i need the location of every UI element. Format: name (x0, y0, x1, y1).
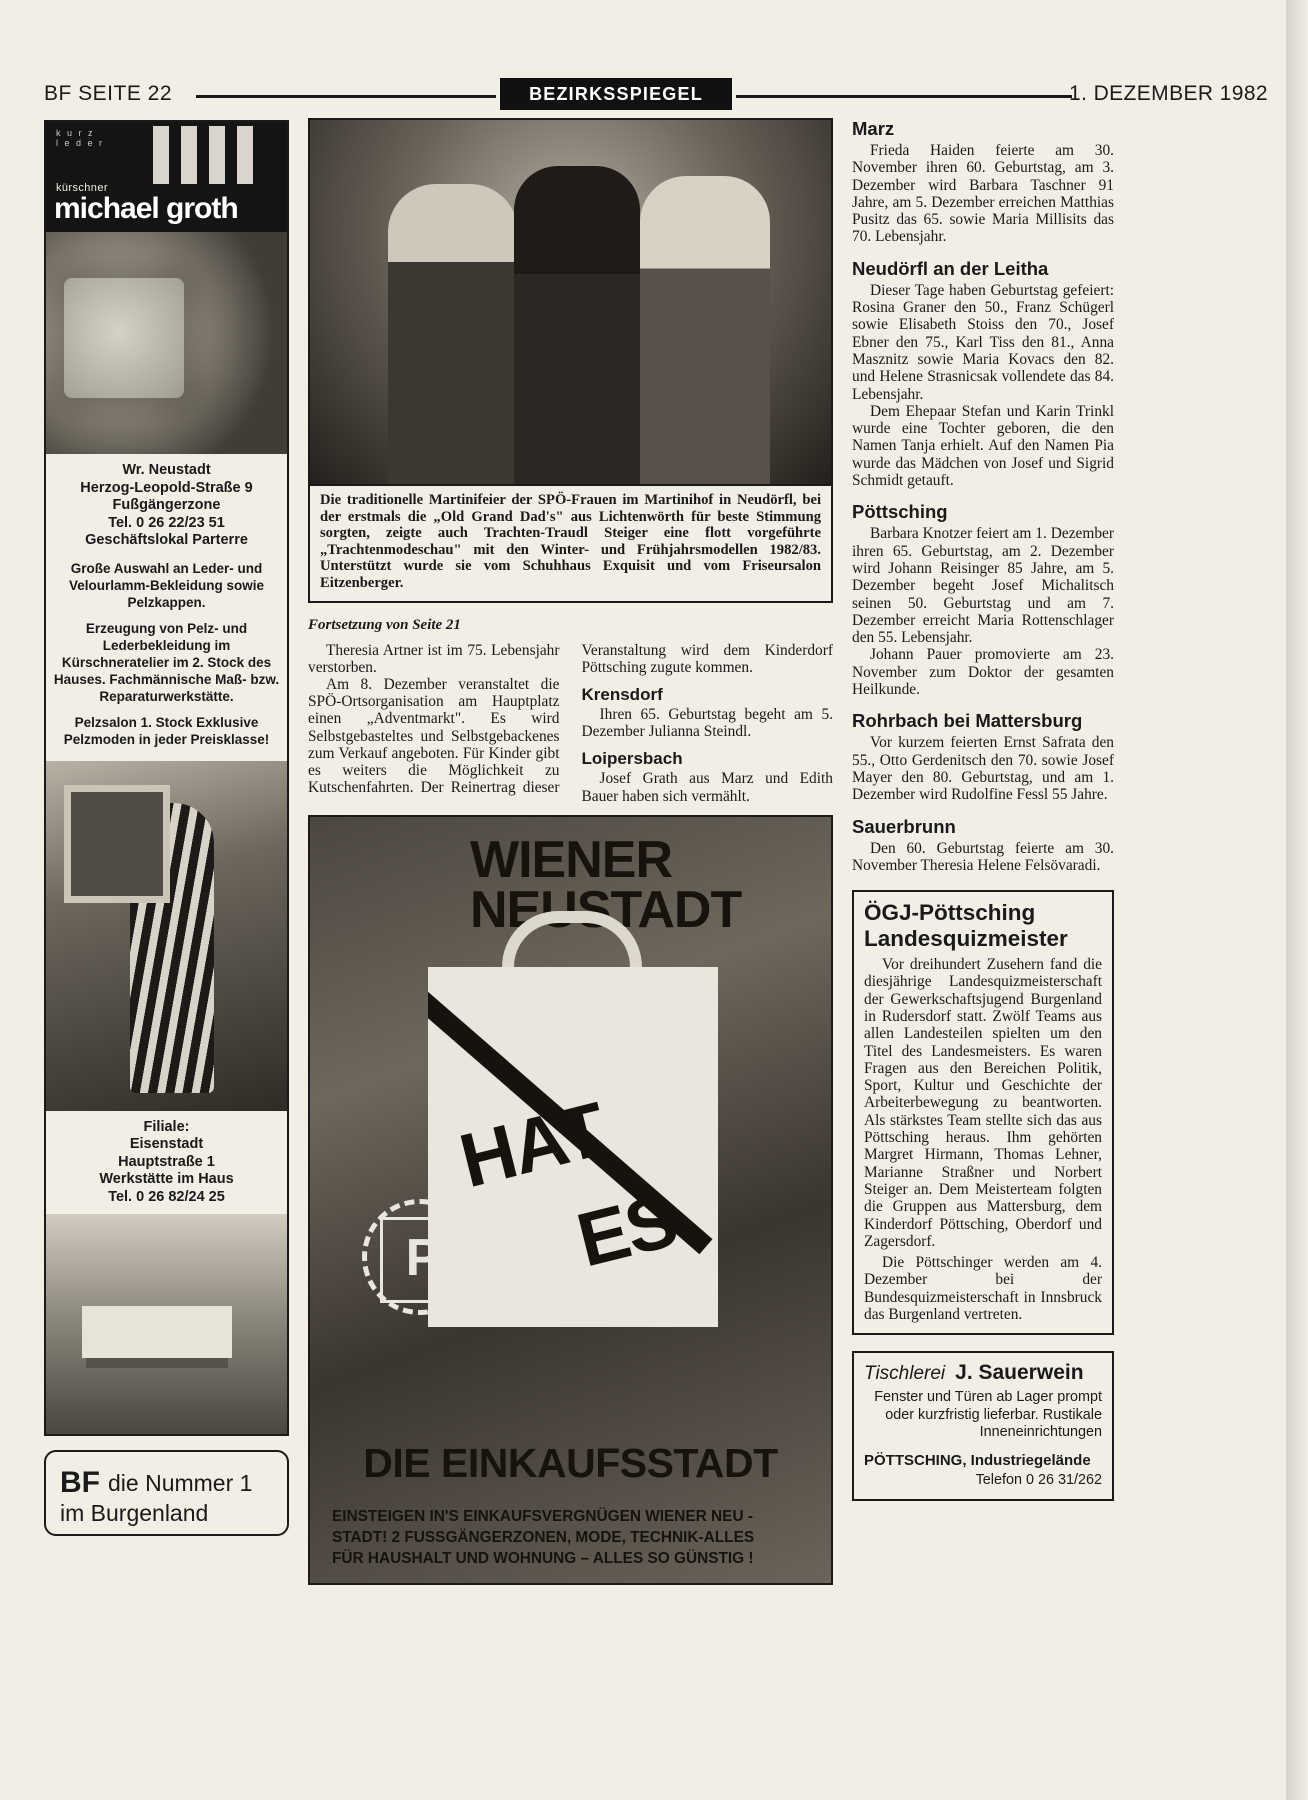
text-poettsching-2: Johann Pauer promovierte am 23. November zum Doktor der gesamten Heilkunde. (852, 646, 1114, 699)
bf-promo-box (44, 1450, 289, 1536)
masthead-title: BEZIRKSSPIEGEL (529, 84, 703, 104)
bf-logo: BF (60, 1466, 100, 1499)
parking-icon: P (380, 1217, 466, 1303)
filiale-4: Tel. 0 26 82/24 25 (108, 1188, 225, 1205)
tischlerei-phone: Telefon 0 26 31/262 (975, 1471, 1102, 1488)
groth-kuerschner: kürschner (56, 182, 108, 194)
right-column (852, 118, 1114, 1501)
groth-addr-4: Geschäftslokal Parterre (85, 532, 248, 548)
groth-shop-photo (46, 232, 287, 454)
groth-address-block (46, 454, 287, 761)
wn-body-lines (332, 1506, 814, 1569)
text-neudoerfl-1: Dieser Tage haben Geburtstag gefeiert: Rosina Graner den 50., Franz Schügerl sowie Elisabeth Stoiss den 70., Josef Ebner den 75., Karl Tiss den 81., Anna Masznitz sowie Maria Kovacs den 82. und Helene Strasnicsak vollendete das 84. Lebensjahr. (852, 281, 1114, 403)
filiale-2: Hauptstraße 1 (118, 1153, 215, 1170)
heading-loipersbach: Loipersbach (581, 749, 683, 769)
martinifeier-photo (308, 118, 833, 486)
bf-promo-line2: im Burgenland (60, 1500, 209, 1526)
groth-addr-3: Tel. 0 26 22/23 51 (108, 514, 225, 531)
ogj-title-line1: ÖGJ-Pöttsching (864, 900, 1036, 926)
ogj-paragraph-2: Die Pöttschinger werden am 4. Dezember bei der Bundesquizmeisterschaft in Innsbruck das Burgenland vertreten. (864, 1254, 1102, 1324)
wn-title-line1: WIENER (470, 830, 672, 889)
groth-para-1: Große Auswahl an Leder- und Velourlamm-Bekleidung sowie Pelzkappen. (68, 560, 265, 610)
left-column (44, 120, 289, 1536)
tischlerei-name: J. Sauerwein (955, 1361, 1084, 1385)
tischlerei-place: PÖTTSCHING, Industriegelände (864, 1451, 1091, 1469)
heading-poettsching: Pöttsching (852, 501, 948, 523)
masthead-rule-left (196, 95, 496, 98)
wn-es-text: ES (569, 1177, 685, 1284)
groth-addr-0: Wr. Neustadt (122, 462, 211, 478)
groth-addr-2: Fußgängerzone (112, 497, 221, 513)
text-marz: Frieda Haiden feierte am 30. November ihren 60. Geburtstag, am 3. Dezember wird Barbara Taschner 91 Jahre, am 5. Dezember erreichen Matthias Pusitz das 65. sowie Maria Millisits das 70. Lebensjahr. (852, 142, 1114, 246)
text-neudoerfl-2: Dem Ehepaar Stefan und Karin Trinkl wurde eine Tochter geboren, die den Namen Tanja erhielt. Auf den Namen Pia wurde das Mädchen von Josef und Sigrid Schmidt getauft. (852, 402, 1114, 490)
article-ogj-poettsching (852, 890, 1114, 1335)
filiale-1: Eisenstadt (129, 1136, 204, 1152)
article-p3: Ihren 65. Geburtstag begeht am 5. Dezember Julianna Steindl. (581, 705, 833, 741)
text-poettsching-1: Barbara Knotzer feiert am 1. Dezember ihren 65. Geburtstag, am 2. Dezember wird Johann Reisinger 85 Jahre, am 5. Dezember begeht Josef Michalitsch seinen 50. Geburtstag und am 7. Dezember erreicht Maria Rottenschlager den 55. Lebensjahr. (852, 525, 1114, 647)
ogj-paragraph-1: Vor dreihundert Zusehern fand die diesjährige Landesquizmeisterschaft der Gewerkschaftsjugend Burgenland in Rudersdorf statt. Zwölf Teams aus allen Landesteilen spielten um den Titel des Landesmeisters. Es waren Fragen aus den Bereichen Politik, Sport, Kultur und Geschichte der Arbeiterbewegung zu beantworten. Als stärkstes Team stellte sich das aus Pöttsching heraus. Ihm gehörten Margret Hirmann, Thomas Lehner, Marianne Straßner und Norbert Steiger an. Dem Meisterteam folgten die Gruppen aus Mattersburg, dem Kinderdorf Pöttsching, Oberdorf und Zagersdorf. (864, 956, 1102, 1250)
heading-neudoerfl: Neudörfl an der Leitha (852, 257, 1049, 279)
heading-krensdorf: Krensdorf (581, 684, 663, 704)
wn-line-2: STADT! 2 FUSSGÄNGERZONEN, MODE, TECHNIK-ALLES (332, 1528, 755, 1546)
ogj-title (864, 900, 1102, 952)
page-number: BF SEITE 22 (44, 82, 173, 105)
wn-hat-text: HAT (451, 1086, 613, 1205)
continuation-note: Fortsetzung von Seite 21 (308, 616, 461, 633)
ad-wiener-neustadt (308, 815, 833, 1585)
groth-storefront-photo (46, 1214, 287, 1434)
groth-filiale-block (46, 1111, 287, 1215)
article-body (308, 642, 833, 805)
logo-bars-icon (141, 126, 281, 184)
photo-figure-left (388, 184, 518, 484)
article-p4: Josef Grath aus Marz und Edith Bauer haben sich vermählt. (581, 770, 833, 805)
wn-title-line2: NEUSTADT (470, 880, 742, 939)
text-sauerbrunn: Den 60. Geburtstag feierte am 30. November Theresia Helene Felsövaradi. (852, 839, 1114, 874)
middle-column (308, 118, 833, 1585)
filiale-3: Werkstätte im Haus (99, 1171, 234, 1187)
groth-fur-coat-photo (46, 761, 287, 1111)
groth-logo (46, 122, 287, 232)
masthead (44, 78, 1268, 112)
wn-line-3: FÜR HAUSHALT UND WOHNUNG – ALLES SO GÜNSTIG ! (332, 1549, 754, 1567)
photo-figure-right (640, 176, 770, 484)
groth-para-2: Erzeugung von Pelz- und Lederbekleidung im Kürschneratelier im 2. Stock des Hauses. Fachmännische Maß- bzw. Reparaturwerkstätte. (53, 620, 280, 704)
groth-para-3: Pelzsalon 1. Stock Exklusive Pelzmoden in jeder Preisklasse! (63, 714, 270, 747)
masthead-rule-right (736, 95, 1072, 98)
tischlerei-kind: Tischlerei (864, 1363, 946, 1385)
ad-michael-groth (44, 120, 289, 1436)
groth-addr-1: Herzog-Leopold-Straße 9 (80, 479, 253, 496)
ad-tischlerei-sauerwein (852, 1351, 1114, 1501)
article-p1: Theresia Artner ist im 75. Lebensjahr verstorben. (308, 641, 560, 676)
bf-promo-line1: die Nummer 1 (108, 1470, 253, 1496)
heading-rohrbach: Rohrbach bei Mattersburg (852, 710, 1083, 732)
page-spine-shadow (1286, 0, 1308, 1800)
masthead-title-box (500, 78, 732, 110)
heading-sauerbrunn: Sauerbrunn (852, 815, 956, 837)
issue-date: 1. DEZEMBER 1982 (1069, 82, 1268, 105)
article-p2: Am 8. Dezember veranstaltet die SPÖ-Ortsorganisation am Hauptplatz einen „Adventmarkt". Es wird Selbstgebasteltes und Selbstgebackenes zum Verkauf angeboten. Für Kinder gibt es weiters die Möglichkeit zu Kutschenfahrten. Der Reinertrag dieser Veranstaltung wird dem Kinderdorf Pöttsching zugute kommen. (308, 641, 833, 797)
photo-figure-center (514, 166, 640, 484)
heading-marz: Marz (852, 118, 895, 139)
wn-footer-slogan: DIE EINKAUFSSTADT (363, 1439, 778, 1486)
ogj-title-line2: Landesquizmeister (864, 926, 1068, 952)
text-rohrbach: Vor kurzem feierten Ernst Safrata den 55., Otto Gerdenitsch den 70. sowie Josef Mayer den 80. Geburtstag, und am 1. Dezember wird Rudolfine Fessl 55 Jahre. (852, 734, 1114, 804)
tischlerei-body: Fenster und Türen ab Lager prompt oder kurzfristig lieferbar. Rustikale Inneneinrichtungen (874, 1389, 1102, 1441)
filiale-0: Filiale: (143, 1118, 190, 1135)
tischlerei-header (864, 1361, 1102, 1385)
wn-line-1: EINSTEIGEN IN'S EINKAUFSVERGNÜGEN WIENER NEU - (332, 1507, 753, 1525)
photo-caption-box (308, 486, 833, 603)
logo-stamp-text: k u r z l e d e r (56, 128, 105, 148)
photo-caption: Die traditionelle Martinifeier der SPÖ-Frauen im Martinihof in Neudörfl, bei der erstmals die „Old Grand Dad's" aus Lichtenwörth für beste Stimmung sorgten, zeigte auch Trachten-Traudl Steiger eine flott vorgeführte „Trachtenmodeschau" mit den Winter- und Frühjahrsmodellen 1982/83. Unterstützt wurde sie vom Schuhhaus Exquisit und vom Friseursalon Eitzenberger. (320, 492, 821, 591)
groth-brand: michael groth (54, 192, 238, 225)
